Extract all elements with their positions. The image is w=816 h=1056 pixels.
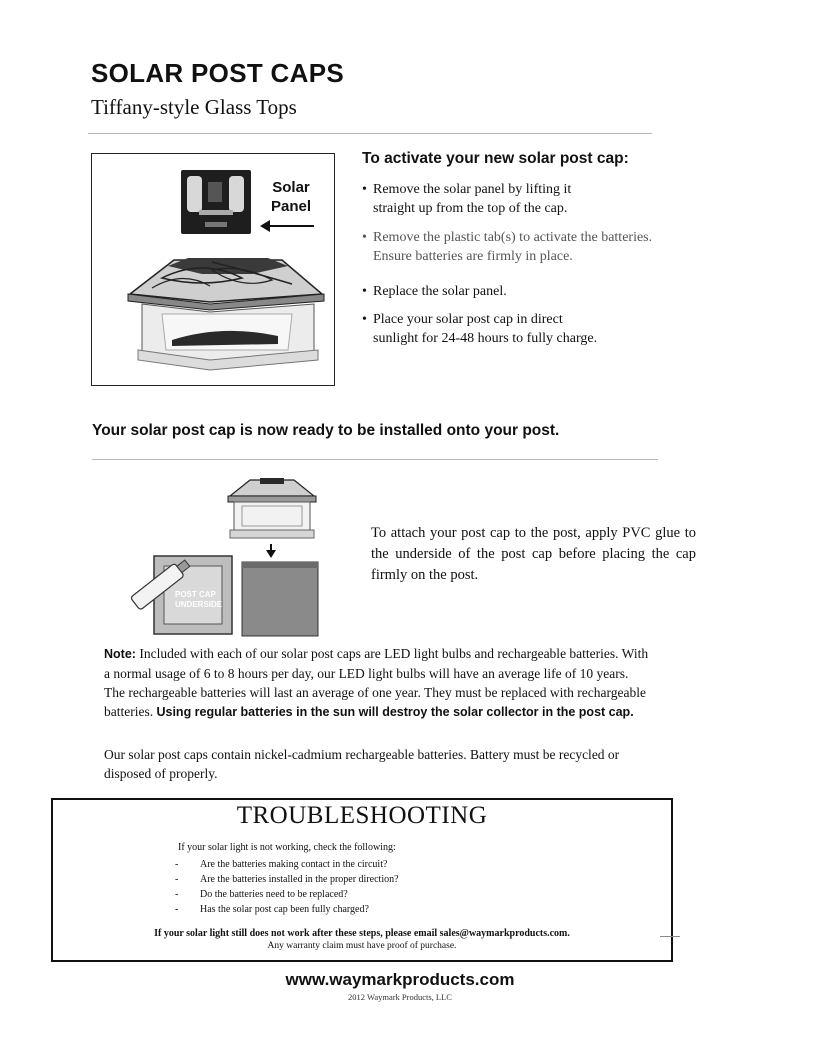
step-line: Place your solar post cap in direct — [373, 312, 563, 327]
page-title: SOLAR POST CAPS — [91, 58, 344, 88]
bullet-icon: • — [362, 182, 367, 197]
list-item-text: Are the batteries installed in the proper direction? — [200, 874, 399, 885]
dash-icon: - — [175, 859, 179, 870]
website-link[interactable]: www.waymarkproducts.com — [285, 970, 515, 989]
step-line: Remove the plastic tab(s) to activate the batteries. — [373, 230, 653, 245]
page-subtitle: Tiffany-style Glass Tops — [91, 95, 297, 119]
note-paragraph — [104, 644, 652, 722]
warranty-note: Any warranty claim must have proof of purchase. — [267, 941, 457, 951]
solar-panel-label-line2: Panel — [270, 198, 312, 215]
list-item-text: Do the batteries need to be replaced? — [200, 889, 348, 900]
step-line: sunlight for 24-48 hours to fully charge. — [373, 331, 598, 346]
activate-heading: To activate your new solar post cap: — [362, 150, 629, 167]
list-item — [175, 887, 399, 902]
troubleshooting-box — [51, 798, 673, 962]
activate-step-3 — [362, 282, 722, 301]
battery-disposal-text: Our solar post caps contain nickel-cadmium rechargeable batteries. Battery must be recycled or disposed of properly. — [104, 747, 620, 781]
list-item-text: Has the solar post cap been fully charged? — [200, 904, 369, 915]
underside-label-line2: UNDERSIDE — [175, 600, 223, 609]
solar-panel-label — [268, 178, 314, 216]
list-item-text: Are the batteries making contact in the circuit? — [200, 859, 388, 870]
ready-heading: Your solar post cap is now ready to be installed onto your post. — [92, 422, 560, 439]
activate-step-1 — [362, 180, 722, 218]
activate-step-4 — [362, 310, 722, 348]
dash-icon: - — [175, 874, 179, 885]
troubleshooting-list — [175, 857, 399, 917]
list-item — [175, 902, 399, 917]
margin-tick — [660, 936, 680, 937]
troubleshooting-intro: If your solar light is not working, check the following: — [178, 842, 396, 853]
solar-panel-label-line1: Solar — [272, 179, 310, 196]
list-item — [175, 857, 399, 872]
step-line: Remove the solar panel by lifting it — [373, 182, 572, 197]
note-warning: Using regular batteries in the sun will destroy the solar collector in the post cap. — [156, 705, 634, 719]
section-divider — [92, 459, 658, 460]
troubleshooting-contact: If your solar light still does not work after these steps, please email sales@waymarkproducts.com. — [154, 928, 570, 939]
copyright-text: 2012 Waymark Products, LLC — [348, 992, 452, 1002]
installation-illustration — [120, 470, 350, 640]
installation-figure — [120, 470, 350, 640]
bullet-icon: • — [362, 312, 367, 327]
bullet-icon: • — [362, 230, 367, 245]
dash-icon: - — [175, 904, 179, 915]
step-line: Replace the solar panel. — [373, 284, 507, 299]
header-divider — [88, 133, 652, 134]
underside-label-line1: POST CAP — [175, 590, 216, 599]
attach-instructions: To attach your post cap to the post, apply PVC glue to the underside of the post cap before placing the cap firmly on the post. — [371, 525, 696, 583]
step-line: straight up from the top of the cap. — [373, 201, 568, 216]
solar-panel-figure — [91, 153, 335, 386]
dash-icon: - — [175, 889, 179, 900]
activate-step-2 — [362, 228, 722, 266]
step-line: Ensure batteries are firmly in place. — [373, 249, 573, 264]
note-label: Note: — [104, 647, 136, 661]
troubleshooting-title: TROUBLESHOOTING — [236, 802, 488, 829]
post-icon — [242, 562, 318, 636]
bullet-icon: • — [362, 284, 367, 299]
note-text: Included with each of our solar post caps are LED light bulbs and rechargeable batteries. With a normal usage of 6 to 8 hours per day, our LED light bulbs will have an average life of 10 years. The rechargeable batteries will last an average of one year. They must be replaced with rechargeable batteries. — [104, 646, 649, 719]
underside-label — [175, 590, 222, 610]
list-item — [175, 872, 399, 887]
